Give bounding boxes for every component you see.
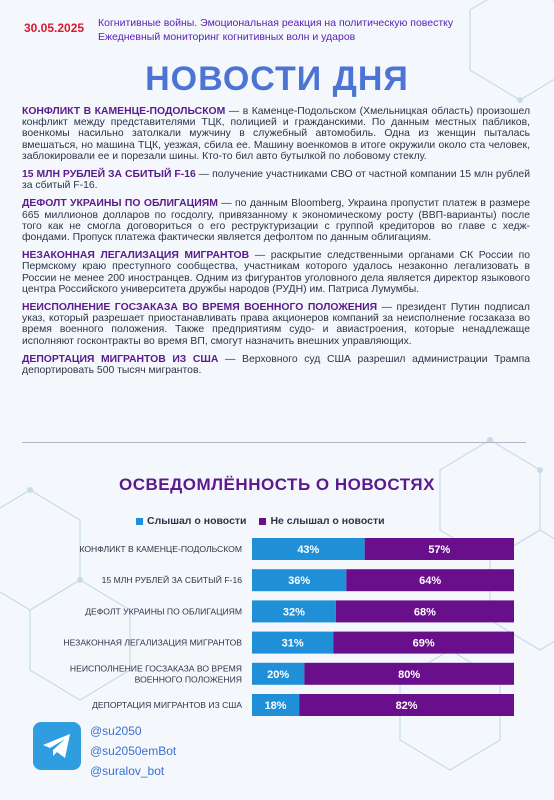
report-date: 30.05.2025 bbox=[24, 21, 85, 35]
news-item bbox=[22, 302, 530, 347]
header bbox=[0, 0, 554, 50]
legend-swatch-not-heard bbox=[259, 518, 266, 525]
news-item-body: — по данным Bloomberg, Украина пропустит платеж в размере 665 миллионов долларов по госдолгу, привязанному к экономическому росту (ВВП-варианты) после того как не смогла договориться о его реструктуризации с группой кредиторов во главе с хедж-фондами. Пропуск платежа фактически является дефолтом по данным облигациям. bbox=[22, 198, 530, 244]
value-label-heard: 18% bbox=[264, 700, 287, 712]
legend-label-not-heard: Не слышал о новости bbox=[270, 515, 385, 527]
footer-handles bbox=[90, 721, 176, 781]
value-label-heard: 43% bbox=[297, 544, 320, 556]
header-subtitle-1: Когнитивные войны. Эмоциональная реакция на политическую повестку bbox=[98, 17, 454, 29]
news-item-title: НЕЗАКОННАЯ ЛЕГАЛИЗАЦИЯ МИГРАНТОВ bbox=[22, 250, 250, 262]
telegram-icon bbox=[33, 722, 81, 770]
news-item-body: — президент Путин подписал указ, который разрешает приостанавливать права акционеров компаний за неисполнение госзаказа во время военного положения. Также предприятиям судо- и авиастроения, которые ненадлежаще исполняют госконтракты во время ВП, смогут назначить внешних управляющих. bbox=[22, 302, 530, 347]
news-item bbox=[22, 250, 530, 295]
handle-link[interactable]: @su2050 bbox=[90, 724, 142, 738]
news-item-body: — раскрытие следственными органами СК России по Пермскому краю преступного сообщества, участникам которого удалось незаконно легализовать в России не менее 200 иностранцев. Одним из фигурантов уголовного дела является директор языкового центра Российского университета дружбы народов (РУДН) им. Патриса Лумумбы. bbox=[22, 250, 530, 295]
value-label-heard: 31% bbox=[281, 637, 304, 650]
awareness-bar-chart bbox=[0, 530, 554, 720]
value-label-heard: 36% bbox=[288, 575, 311, 588]
news-item-body: — получение участниками СВО от частной компании 15 млн рублей за сбитый F-16. bbox=[22, 169, 531, 192]
news-item-title: ДЕПОРТАЦИЯ МИГРАНТОВ ИЗ США bbox=[22, 353, 219, 365]
value-label-not-heard: 57% bbox=[428, 544, 451, 556]
news-item bbox=[22, 198, 530, 243]
value-label-heard: 32% bbox=[282, 606, 305, 619]
news-list bbox=[22, 106, 530, 383]
value-label-not-heard: 80% bbox=[398, 668, 421, 681]
news-item bbox=[22, 169, 530, 191]
news-item-body: — в Каменце-Подольском (Хмельницкая область) произошел конфликт между представителями ТЦК, полицией и гражданскими. По данным местных пабликов, военкомы насильно затолкали мужчину в служебный автомобиль. Одна из женщин пыталась вмешаться, но машина ТЦК, уезжая, сбила ее. Машину военкомов в итоге окружили около ста человек, заблокировали ее и порезали шины. Кто-то бил авто бутылкой по лобовому стеклу. bbox=[22, 106, 531, 162]
news-item bbox=[22, 106, 530, 162]
news-item-title: НЕИСПОЛНЕНИЕ ГОСЗАКАЗА ВО ВРЕМЯ ВОЕННОГО ПОЛОЖЕНИЯ bbox=[22, 302, 378, 314]
legend-item-not-heard bbox=[259, 515, 384, 527]
category-label: ДЕФОЛТ УКРАИНЫ ПО ОБЛИГАЦИЯМ bbox=[85, 606, 242, 617]
news-item-title: 15 МЛН РУБЛЕЙ ЗА СБИТЫЙ F-16 bbox=[22, 169, 196, 181]
news-item-title: ДЕФОЛТ УКРАИНЫ ПО ОБЛИГАЦИЯМ bbox=[22, 198, 218, 210]
category-label: КОНФЛИКТ В КАМЕНЦЕ-ПОДОЛЬСКОМ bbox=[79, 544, 242, 554]
value-label-heard: 20% bbox=[267, 668, 290, 681]
page-title: НОВОСТИ ДНЯ bbox=[145, 60, 409, 98]
news-item-title: КОНФЛИКТ В КАМЕНЦЕ-ПОДОЛЬСКОМ bbox=[22, 106, 226, 117]
category-label: 15 МЛН РУБЛЕЙ ЗА СБИТЫЙ F-16 bbox=[101, 575, 242, 586]
handle-link[interactable]: @suralov_bot bbox=[90, 764, 165, 778]
value-label-not-heard: 64% bbox=[419, 575, 442, 588]
section-divider bbox=[22, 442, 526, 443]
news-item bbox=[22, 354, 530, 376]
handle-link[interactable]: @su2050emBot bbox=[90, 744, 177, 758]
category-label: ДЕПОРТАЦИЯ МИГРАНТОВ ИЗ США bbox=[92, 700, 242, 710]
value-label-not-heard: 69% bbox=[412, 637, 435, 650]
value-label-not-heard: 68% bbox=[413, 606, 436, 619]
chart-title: ОСВЕДОМЛЁННОСТЬ О НОВОСТЯХ bbox=[119, 475, 435, 494]
legend-item-heard bbox=[136, 515, 247, 527]
category-label: НЕИСПОЛНЕНИЕ ГОСЗАКАЗА ВО ВРЕМЯ ВОЕННОГО ПОЛОЖЕНИЯ bbox=[69, 663, 242, 685]
category-label: НЕЗАКОННАЯ ЛЕГАЛИЗАЦИЯ МИГРАНТОВ bbox=[63, 637, 242, 648]
header-subtitle-2: Ежедневный мониторинг когнитивных волн и ударов bbox=[98, 31, 356, 43]
news-item-body: — Верховного суд США разрешил администрации Трампа депортировать 500 тысяч мигрантов. bbox=[22, 353, 530, 377]
legend-swatch-heard bbox=[136, 518, 143, 525]
value-label-not-heard: 82% bbox=[395, 700, 418, 712]
legend-label-heard: Слышал о новости bbox=[147, 515, 247, 527]
chart-legend bbox=[136, 515, 395, 528]
